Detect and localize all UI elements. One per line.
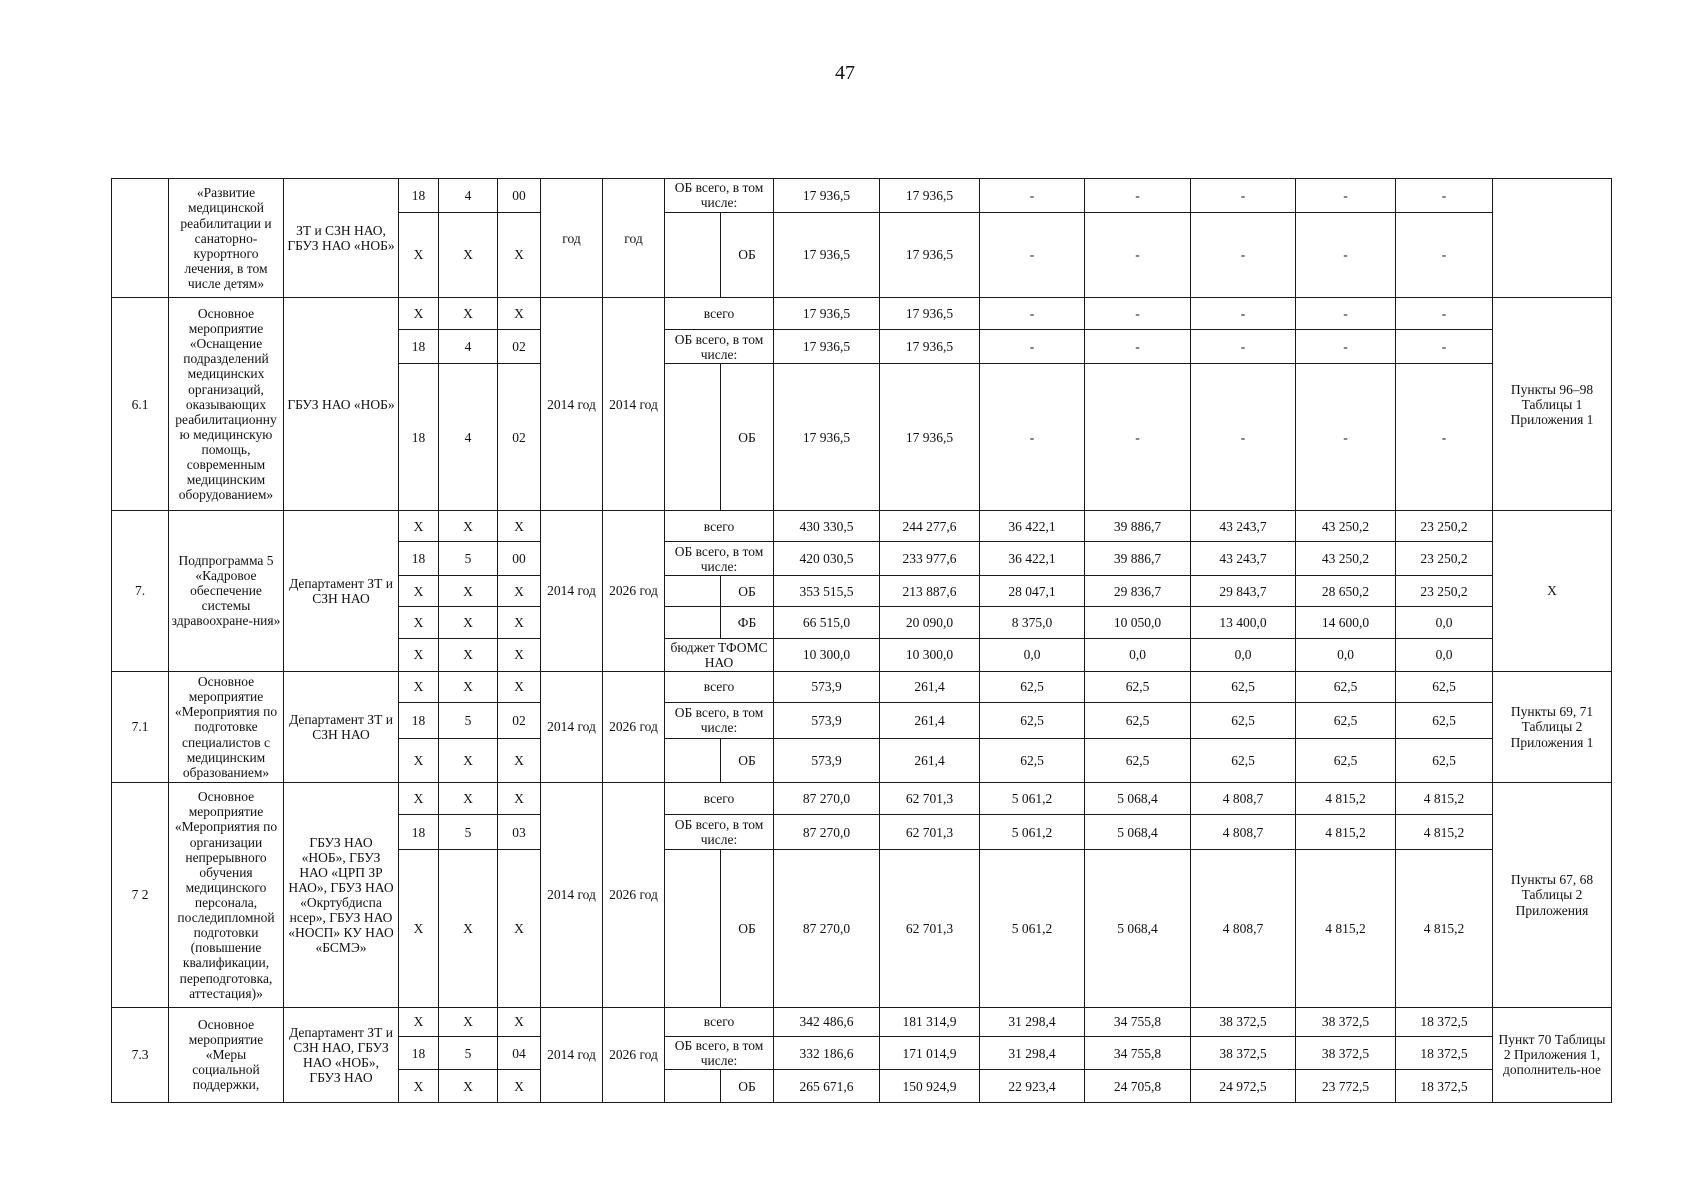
amount-cell: - [1396, 212, 1493, 298]
amount-cell: 43 243,7 [1191, 511, 1296, 542]
amount-cell: - [1085, 298, 1191, 329]
amount-cell: 29 836,7 [1085, 576, 1191, 607]
code-subprogram: 4 [439, 179, 498, 213]
amount-cell: 4 808,7 [1191, 814, 1296, 850]
end-year: 2014 год [603, 298, 665, 511]
code-grbs: 18 [399, 1036, 439, 1070]
code-grbs: 18 [399, 702, 439, 739]
code-measure: X [498, 511, 541, 542]
amount-cell: 17 936,5 [880, 212, 980, 298]
amount-cell: 150 924,9 [880, 1070, 980, 1103]
amount-cell: 261,4 [880, 702, 980, 739]
amount-cell: 43 250,2 [1296, 542, 1396, 576]
code-grbs: 18 [399, 542, 439, 576]
amount-cell: 39 886,7 [1085, 542, 1191, 576]
amount-cell: 62,5 [1191, 702, 1296, 739]
amount-cell: - [1191, 329, 1296, 364]
amount-cell: - [1296, 179, 1396, 213]
amount-cell: 10 050,0 [1085, 607, 1191, 638]
amount-cell: 62,5 [1085, 702, 1191, 739]
amount-cell: 0,0 [1191, 638, 1296, 671]
funding-source: ОБ всего, в том числе: [665, 1036, 774, 1070]
amount-cell: - [1296, 364, 1396, 511]
amount-cell: - [1085, 212, 1191, 298]
amount-cell: - [1085, 364, 1191, 511]
code-grbs: X [399, 607, 439, 638]
table-row [112, 783, 1612, 814]
funding-source: ФБ [721, 607, 774, 638]
funding-source: бюджет ТФОМС НАО [665, 638, 774, 671]
start-year: год [541, 179, 603, 298]
code-subprogram: X [439, 576, 498, 607]
note-cell: Пункт 70 Таблицы 2 Приложения 1, дополнитель-ное [1493, 1007, 1612, 1102]
amount-cell: 66 515,0 [774, 607, 880, 638]
funding-source: всего [665, 1007, 774, 1036]
amount-cell: 332 186,6 [774, 1036, 880, 1070]
amount-cell: 62,5 [1085, 671, 1191, 702]
amount-cell: 4 815,2 [1396, 783, 1493, 814]
amount-cell: 5 061,2 [980, 814, 1085, 850]
amount-cell: 17 936,5 [880, 298, 980, 329]
code-measure: X [498, 212, 541, 298]
code-subprogram: 5 [439, 814, 498, 850]
amount-cell: - [1085, 179, 1191, 213]
program-name: Подпрограмма 5 «Кадровое обеспечение системы здравоохране-ния» [169, 511, 284, 671]
row-number: 7.3 [112, 1007, 169, 1102]
amount-cell: 38 372,5 [1191, 1007, 1296, 1036]
amount-cell: 62,5 [980, 702, 1085, 739]
amount-cell: 4 808,7 [1191, 850, 1296, 1007]
code-subprogram: X [439, 1070, 498, 1103]
amount-cell: - [1191, 179, 1296, 213]
source-indent [665, 607, 721, 638]
end-year: 2026 год [603, 783, 665, 1007]
amount-cell: 38 372,5 [1296, 1007, 1396, 1036]
amount-cell: 5 061,2 [980, 850, 1085, 1007]
amount-cell: 0,0 [1396, 607, 1493, 638]
amount-cell: 0,0 [1085, 638, 1191, 671]
code-grbs: X [399, 783, 439, 814]
executor: Департамент ЗТ и СЗН НАО [284, 511, 399, 671]
amount-cell: 10 300,0 [880, 638, 980, 671]
amount-cell: 4 815,2 [1296, 814, 1396, 850]
code-subprogram: 5 [439, 1036, 498, 1070]
note-cell: Пункты 96–98 Таблицы 1 Приложения 1 [1493, 298, 1612, 511]
end-year: 2026 год [603, 511, 665, 671]
amount-cell: 573,9 [774, 739, 880, 783]
code-measure: 02 [498, 702, 541, 739]
code-subprogram: X [439, 511, 498, 542]
amount-cell: 62,5 [1396, 702, 1493, 739]
code-grbs: 18 [399, 179, 439, 213]
amount-cell: 62 701,3 [880, 850, 980, 1007]
code-measure: X [498, 298, 541, 329]
code-subprogram: X [439, 638, 498, 671]
row-number: 7.1 [112, 671, 169, 783]
source-indent [665, 850, 721, 1007]
amount-cell: 31 298,4 [980, 1007, 1085, 1036]
funding-source: ОБ [721, 212, 774, 298]
amount-cell: 13 400,0 [1191, 607, 1296, 638]
code-subprogram: X [439, 298, 498, 329]
funding-source: всего [665, 783, 774, 814]
amount-cell: 18 372,5 [1396, 1070, 1493, 1103]
amount-cell: 5 068,4 [1085, 783, 1191, 814]
amount-cell: 5 068,4 [1085, 850, 1191, 1007]
funding-source: ОБ [721, 739, 774, 783]
amount-cell: - [1396, 298, 1493, 329]
amount-cell: 342 486,6 [774, 1007, 880, 1036]
amount-cell: 62,5 [1191, 671, 1296, 702]
amount-cell: 573,9 [774, 702, 880, 739]
code-grbs: X [399, 638, 439, 671]
amount-cell: 0,0 [1396, 638, 1493, 671]
amount-cell: 5 061,2 [980, 783, 1085, 814]
row-number: 7 2 [112, 783, 169, 1007]
executor: ГБУЗ НАО «НОБ», ГБУЗ НАО «ЦРП ЗР НАО», ГБУЗ НАО «Окртубдиспа нсер», ГБУЗ НАО «НОСП» КУ НАО «БСМЭ» [284, 783, 399, 1007]
amount-cell: 4 815,2 [1296, 783, 1396, 814]
amount-cell: 62,5 [980, 671, 1085, 702]
amount-cell: 4 815,2 [1396, 814, 1493, 850]
amount-cell: - [1191, 364, 1296, 511]
code-subprogram: 4 [439, 329, 498, 364]
funding-source: ОБ [721, 850, 774, 1007]
funding-source: ОБ всего, в том числе: [665, 814, 774, 850]
amount-cell: 62,5 [980, 739, 1085, 783]
amount-cell: 18 372,5 [1396, 1007, 1493, 1036]
code-grbs: X [399, 511, 439, 542]
amount-cell: 261,4 [880, 671, 980, 702]
code-grbs: X [399, 1007, 439, 1036]
source-indent [665, 212, 721, 298]
amount-cell: - [980, 329, 1085, 364]
table-row [112, 671, 1612, 702]
code-subprogram: 4 [439, 364, 498, 511]
amount-cell: 62,5 [1396, 739, 1493, 783]
amount-cell: 20 090,0 [880, 607, 980, 638]
amount-cell: 62,5 [1085, 739, 1191, 783]
amount-cell: 244 277,6 [880, 511, 980, 542]
funding-source: ОБ всего, в том числе: [665, 179, 774, 213]
code-measure: 02 [498, 364, 541, 511]
amount-cell: 17 936,5 [774, 298, 880, 329]
funding-source: ОБ всего, в том числе: [665, 329, 774, 364]
amount-cell: 34 755,8 [1085, 1007, 1191, 1036]
executor: ЗТ и СЗН НАО, ГБУЗ НАО «НОБ» [284, 179, 399, 298]
row-number [112, 179, 169, 298]
amount-cell: - [1296, 212, 1396, 298]
table-row [112, 298, 1612, 329]
amount-cell: 17 936,5 [880, 329, 980, 364]
program-name: Основное мероприятие «Мероприятия по организации непрерывного обучения медицинского персонала, последипломной подготовки (повышение квалификации, переподготовка, аттестация)» [169, 783, 284, 1007]
amount-cell: 261,4 [880, 739, 980, 783]
start-year: 2014 год [541, 1007, 603, 1102]
amount-cell: 0,0 [980, 638, 1085, 671]
code-grbs: 18 [399, 364, 439, 511]
table-row [112, 179, 1612, 213]
program-name: Основное мероприятие «Мероприятия по подготовке специалистов с медицинским образованием» [169, 671, 284, 783]
funding-source: ОБ всего, в том числе: [665, 702, 774, 739]
code-measure: 00 [498, 542, 541, 576]
amount-cell: 23 250,2 [1396, 576, 1493, 607]
code-measure: 00 [498, 179, 541, 213]
note-cell [1493, 179, 1612, 298]
page-number: 47 [835, 62, 855, 84]
code-grbs: X [399, 739, 439, 783]
amount-cell: 4 815,2 [1396, 850, 1493, 1007]
amount-cell: 5 068,4 [1085, 814, 1191, 850]
amount-cell: - [1296, 329, 1396, 364]
amount-cell: 265 671,6 [774, 1070, 880, 1103]
code-measure: X [498, 607, 541, 638]
funding-source: всего [665, 511, 774, 542]
amount-cell: 24 972,5 [1191, 1070, 1296, 1103]
amount-cell: 233 977,6 [880, 542, 980, 576]
code-measure: X [498, 638, 541, 671]
executor: ГБУЗ НАО «НОБ» [284, 298, 399, 511]
amount-cell: 39 886,7 [1085, 511, 1191, 542]
amount-cell: 28 047,1 [980, 576, 1085, 607]
note-cell: Пункты 69, 71 Таблицы 2 Приложения 1 [1493, 671, 1612, 783]
start-year: 2014 год [541, 511, 603, 671]
amount-cell: 36 422,1 [980, 511, 1085, 542]
amount-cell: 23 250,2 [1396, 542, 1493, 576]
code-grbs: X [399, 576, 439, 607]
amount-cell: 43 250,2 [1296, 511, 1396, 542]
funding-source: всего [665, 671, 774, 702]
source-indent [665, 364, 721, 511]
code-measure: X [498, 850, 541, 1007]
amount-cell: 23 250,2 [1396, 511, 1493, 542]
code-subprogram: X [439, 850, 498, 1007]
amount-cell: 43 243,7 [1191, 542, 1296, 576]
amount-cell: - [980, 364, 1085, 511]
executor: Департамент ЗТ и СЗН НАО, ГБУЗ НАО «НОБ», ГБУЗ НАО [284, 1007, 399, 1102]
amount-cell: 23 772,5 [1296, 1070, 1396, 1103]
code-subprogram: X [439, 783, 498, 814]
note-cell: Пункты 67, 68 Таблицы 2 Приложения [1493, 783, 1612, 1007]
amount-cell: 87 270,0 [774, 783, 880, 814]
amount-cell: 62,5 [1296, 671, 1396, 702]
code-grbs: X [399, 671, 439, 702]
amount-cell: 17 936,5 [774, 329, 880, 364]
code-measure: X [498, 1007, 541, 1036]
amount-cell: 14 600,0 [1296, 607, 1396, 638]
code-grbs: X [399, 212, 439, 298]
code-measure: X [498, 576, 541, 607]
code-measure: X [498, 783, 541, 814]
executor: Департамент ЗТ и СЗН НАО [284, 671, 399, 783]
end-year: год [603, 179, 665, 298]
code-grbs: X [399, 298, 439, 329]
code-subprogram: X [439, 212, 498, 298]
code-subprogram: 5 [439, 542, 498, 576]
amount-cell: - [1191, 298, 1296, 329]
amount-cell: 430 330,5 [774, 511, 880, 542]
amount-cell: - [980, 212, 1085, 298]
amount-cell: - [1085, 329, 1191, 364]
amount-cell: 4 815,2 [1296, 850, 1396, 1007]
amount-cell: - [1296, 298, 1396, 329]
code-measure: 04 [498, 1036, 541, 1070]
amount-cell: - [980, 298, 1085, 329]
amount-cell: 87 270,0 [774, 850, 880, 1007]
amount-cell: 34 755,8 [1085, 1036, 1191, 1070]
code-grbs: X [399, 850, 439, 1007]
source-indent [665, 576, 721, 607]
amount-cell: 420 030,5 [774, 542, 880, 576]
code-measure: 02 [498, 329, 541, 364]
amount-cell: 171 014,9 [880, 1036, 980, 1070]
amount-cell: 29 843,7 [1191, 576, 1296, 607]
table-body [112, 179, 1612, 1103]
amount-cell: 17 936,5 [774, 179, 880, 213]
amount-cell: 181 314,9 [880, 1007, 980, 1036]
code-subprogram: X [439, 607, 498, 638]
program-name: «Развитие медицинской реабилитации и санаторно-курортного лечения, в том числе детям» [169, 179, 284, 298]
end-year: 2026 год [603, 1007, 665, 1102]
code-subprogram: 5 [439, 702, 498, 739]
program-name: Основное мероприятие «Оснащение подразделений медицинских организаций, оказывающих реабилитационну ю медицинскую помощь, современным медицинским оборудованием» [169, 298, 284, 511]
amount-cell: 38 372,5 [1191, 1036, 1296, 1070]
row-number: 7. [112, 511, 169, 671]
start-year: 2014 год [541, 298, 603, 511]
funding-source: ОБ всего, в том числе: [665, 542, 774, 576]
table-row [112, 511, 1612, 542]
program-name: Основное мероприятие «Меры социальной поддержки, [169, 1007, 284, 1102]
code-subprogram: X [439, 1007, 498, 1036]
end-year: 2026 год [603, 671, 665, 783]
funding-source: ОБ [721, 364, 774, 511]
amount-cell: 0,0 [1296, 638, 1396, 671]
code-grbs: 18 [399, 814, 439, 850]
note-cell: X [1493, 511, 1612, 671]
amount-cell: - [980, 179, 1085, 213]
amount-cell: 18 372,5 [1396, 1036, 1493, 1070]
amount-cell: 24 705,8 [1085, 1070, 1191, 1103]
start-year: 2014 год [541, 783, 603, 1007]
amount-cell: 4 808,7 [1191, 783, 1296, 814]
amount-cell: 62,5 [1296, 702, 1396, 739]
funding-source: всего [665, 298, 774, 329]
amount-cell: 573,9 [774, 671, 880, 702]
funding-source: ОБ [721, 576, 774, 607]
funding-source: ОБ [721, 1070, 774, 1103]
amount-cell: 62,5 [1396, 671, 1493, 702]
amount-cell: 62 701,3 [880, 814, 980, 850]
code-measure: X [498, 671, 541, 702]
table-row [112, 1007, 1612, 1036]
source-indent [665, 739, 721, 783]
amount-cell: 17 936,5 [774, 212, 880, 298]
row-number: 6.1 [112, 298, 169, 511]
code-measure: 03 [498, 814, 541, 850]
amount-cell: 28 650,2 [1296, 576, 1396, 607]
program-table [111, 178, 1612, 1103]
amount-cell: 62 701,3 [880, 783, 980, 814]
amount-cell: - [1396, 364, 1493, 511]
amount-cell: - [1191, 212, 1296, 298]
amount-cell: - [1396, 329, 1493, 364]
code-subprogram: X [439, 739, 498, 783]
amount-cell: 17 936,5 [774, 364, 880, 511]
code-measure: X [498, 739, 541, 783]
amount-cell: 87 270,0 [774, 814, 880, 850]
amount-cell: 31 298,4 [980, 1036, 1085, 1070]
code-grbs: 18 [399, 329, 439, 364]
amount-cell: 38 372,5 [1296, 1036, 1396, 1070]
amount-cell: 17 936,5 [880, 364, 980, 511]
amount-cell: - [1396, 179, 1493, 213]
amount-cell: 353 515,5 [774, 576, 880, 607]
amount-cell: 62,5 [1191, 739, 1296, 783]
amount-cell: 213 887,6 [880, 576, 980, 607]
amount-cell: 10 300,0 [774, 638, 880, 671]
code-grbs: X [399, 1070, 439, 1103]
amount-cell: 22 923,4 [980, 1070, 1085, 1103]
amount-cell: 8 375,0 [980, 607, 1085, 638]
amount-cell: 36 422,1 [980, 542, 1085, 576]
source-indent [665, 1070, 721, 1103]
code-measure: X [498, 1070, 541, 1103]
code-subprogram: X [439, 671, 498, 702]
start-year: 2014 год [541, 671, 603, 783]
amount-cell: 17 936,5 [880, 179, 980, 213]
amount-cell: 62,5 [1296, 739, 1396, 783]
